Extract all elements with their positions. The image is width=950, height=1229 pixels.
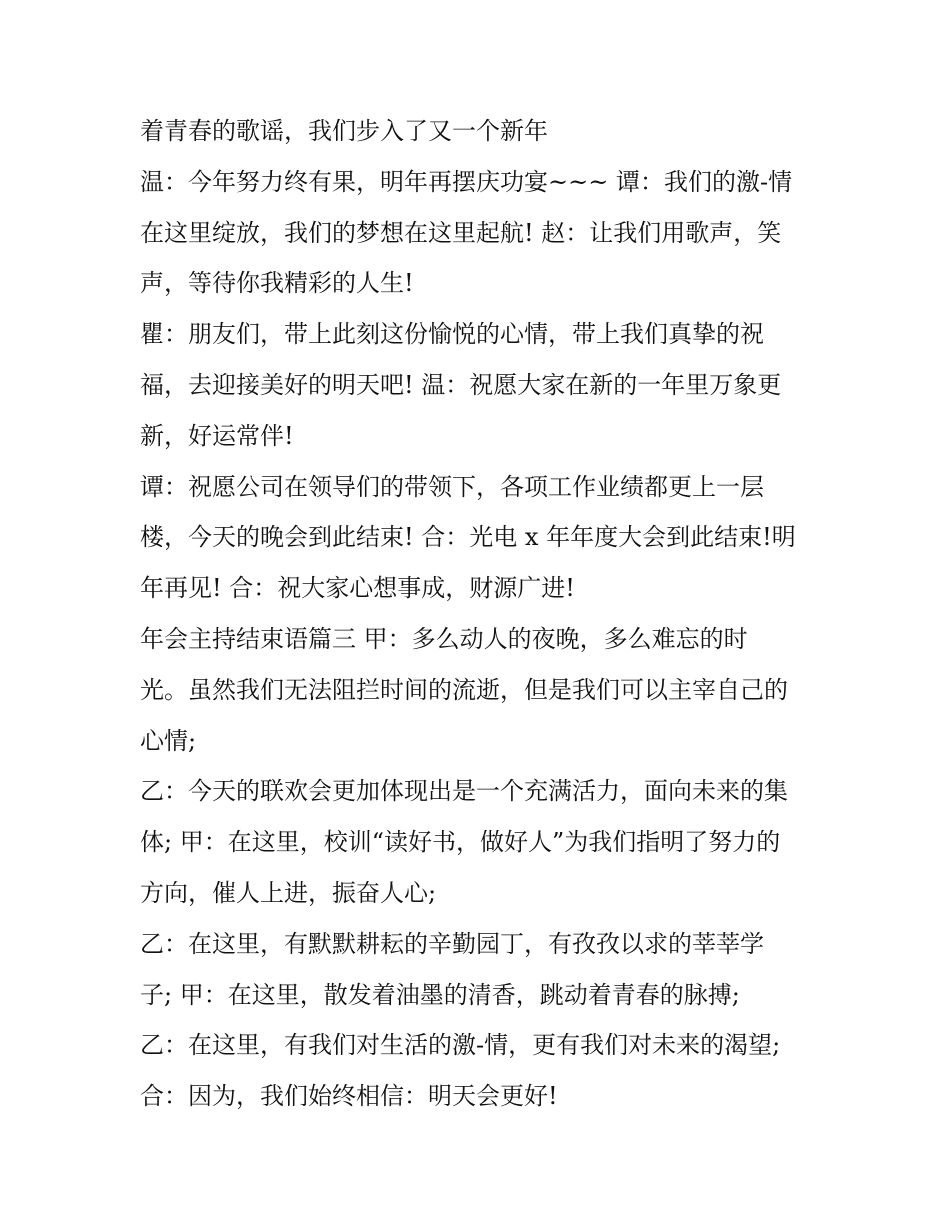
text-line: 瞿：朋友们，带上此刻这份愉悦的心情，带上我们真挚的祝 xyxy=(140,320,764,349)
text-line: 光。虽然我们无法阻拦时间的流逝，但是我们可以主宰自己的 xyxy=(140,675,788,704)
text-line: 心情; xyxy=(140,726,197,755)
text-line: 着青春的歌谣，我们步入了又一个新年 xyxy=(140,117,548,145)
document-body xyxy=(140,106,830,1122)
text-line: 乙：今天的联欢会更加体现出是一个充满活力，面向未来的集 xyxy=(140,777,788,806)
text-line: 子; 甲：在这里，散发着油墨的清香，跳动着青春的脉搏; xyxy=(140,980,740,1009)
text-line: 新，好运常伴! xyxy=(140,421,294,450)
text-line: 楼，今天的晚会到此结束! 合：光电 x 年年度大会到此结束!明 xyxy=(140,523,796,552)
text-line: 合：因为，我们始终相信：明天会更好! xyxy=(140,1082,558,1111)
text-line: 体; 甲：在这里，校训“读好书，做好人”为我们指明了努力的 xyxy=(140,828,781,857)
text-line: 乙：在这里，有我们对生活的激-情，更有我们对未来的渴望; xyxy=(140,1031,781,1060)
text-line: 年会主持结束语篇三 甲：多么动人的夜晚，多么难忘的时 xyxy=(140,624,748,653)
text-line: 谭：祝愿公司在领导们的带领下，各项工作业绩都更上一层 xyxy=(140,472,764,501)
text-line: 福，去迎接美好的明天吧! 温：祝愿大家在新的一年里万象更 xyxy=(140,370,782,399)
text-line: 在这里绽放，我们的梦想在这里起航! 赵：让我们用歌声，笑 xyxy=(140,218,782,247)
text-line: 年再见! 合：祝大家心想事成，财源广进! xyxy=(140,574,575,603)
text-line: 乙：在这里，有默默耕耘的辛勤园丁，有孜孜以求的莘莘学 xyxy=(140,929,764,958)
text-line: 方向，催人上进，振奋人心; xyxy=(140,878,437,907)
text-line: 声，等待你我精彩的人生! xyxy=(140,269,414,298)
text-line: 温：今年努力终有果，明年再摆庆功宴~~~ 谭：我们的激-情 xyxy=(140,167,793,196)
